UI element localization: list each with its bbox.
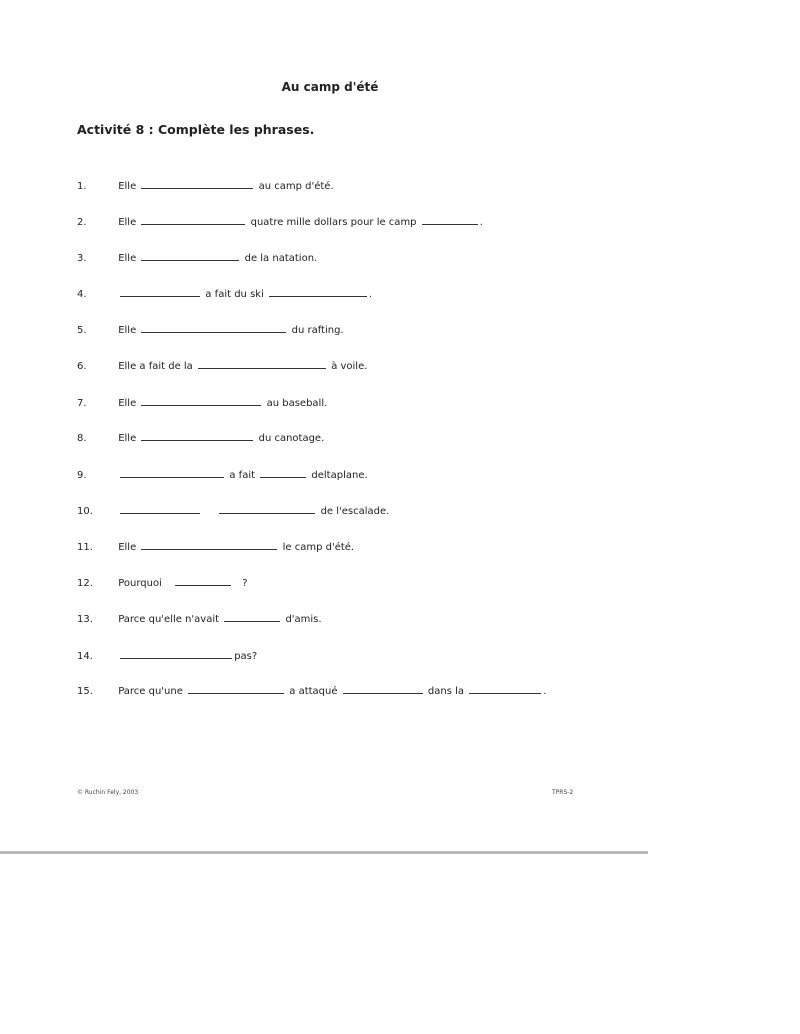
- exercise-item-1: 1. Elle au camp d'été.: [77, 178, 334, 194]
- blank-field[interactable]: [141, 395, 261, 406]
- exercise-item-15: 15. Parce qu'une a attaqué dans la .: [77, 683, 546, 699]
- exercise-item-3: 3. Elle de la natation.: [77, 250, 317, 266]
- exercise-item-13: 13. Parce qu'elle n'avait d'amis.: [77, 611, 322, 627]
- document-title: Au camp d'été: [281, 80, 379, 94]
- exercise-item-4: 4. a fait du ski .: [77, 286, 372, 302]
- activity-heading: Activité 8 : Complète les phrases.: [77, 122, 315, 137]
- blank-field[interactable]: [269, 286, 367, 297]
- page-divider: [0, 851, 648, 854]
- exercise-item-9: 9. a fait deltaplane.: [77, 467, 368, 483]
- blank-field[interactable]: [141, 214, 245, 225]
- blank-field[interactable]: [120, 503, 200, 514]
- blank-field[interactable]: [141, 322, 286, 333]
- exercise-item-12: 12. Pourquoi ?: [77, 575, 248, 591]
- blank-field[interactable]: [260, 467, 306, 478]
- blank-field[interactable]: [141, 178, 253, 189]
- blank-field[interactable]: [224, 611, 280, 622]
- exercise-item-2: 2. Elle quatre mille dollars pour le camp .: [77, 214, 483, 230]
- blank-field[interactable]: [120, 648, 232, 659]
- exercise-item-10: 10. de l'escalade.: [77, 503, 389, 519]
- blank-field[interactable]: [141, 539, 277, 550]
- blank-field[interactable]: [198, 358, 326, 369]
- exercise-item-7: 7. Elle au baseball.: [77, 395, 327, 411]
- blank-field[interactable]: [120, 286, 200, 297]
- blank-field[interactable]: [219, 503, 315, 514]
- blank-field[interactable]: [175, 575, 231, 586]
- blank-field[interactable]: [343, 683, 423, 694]
- exercise-item-14: 14. pas?: [77, 648, 257, 664]
- blank-field[interactable]: [120, 467, 224, 478]
- exercise-item-11: 11. Elle le camp d'été.: [77, 539, 354, 555]
- copyright-footer: © Ruchin Fely, 2003: [77, 789, 139, 796]
- blank-field[interactable]: [422, 214, 478, 225]
- blank-field[interactable]: [141, 250, 239, 261]
- blank-field[interactable]: [141, 430, 253, 441]
- exercise-item-8: 8. Elle du canotage.: [77, 430, 324, 446]
- blank-field[interactable]: [469, 683, 541, 694]
- exercise-item-5: 5. Elle du rafting.: [77, 322, 344, 338]
- exercise-item-6: 6. Elle a fait de la à voile.: [77, 358, 367, 374]
- page-code-footer: TPRS-2: [552, 789, 574, 796]
- blank-field[interactable]: [188, 683, 284, 694]
